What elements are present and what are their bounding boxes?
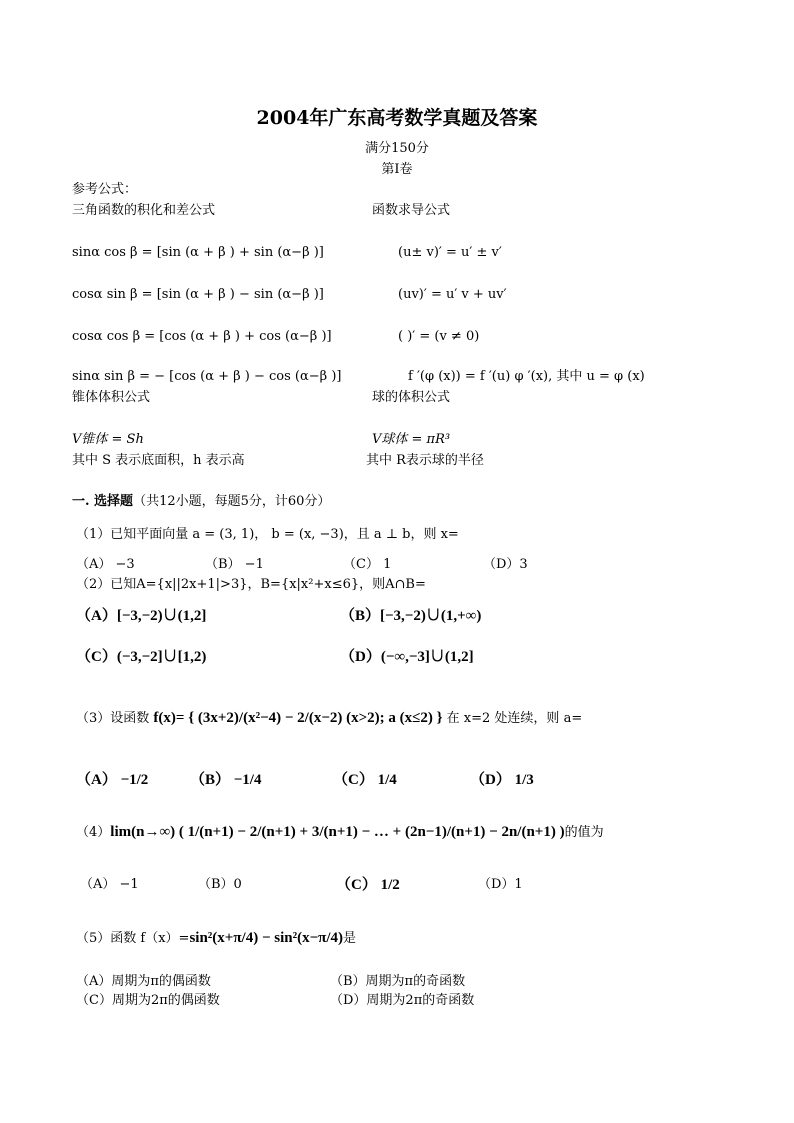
q5-stem-pre: （5）函数 f（x）= <box>76 931 190 946</box>
cone-note: 其中 S 表示底面积，h 表示高 <box>72 453 245 468</box>
formula-right: f ′(φ (x)) = f ′(u) φ ′(x), 其中 u = φ (x) <box>408 369 645 384</box>
q1-option: （C） 1 <box>343 557 392 572</box>
q2-stem: （2）已知A={x||2x+1|>3}，B={x|x²+x≤6}，则A∩B= <box>76 577 426 592</box>
q5-stem <box>76 930 356 947</box>
sphere-formula: V球体 = πR³ <box>372 432 451 447</box>
deriv-label: 函数求导公式 <box>372 203 451 218</box>
cone-formula: V锥体 = Sh <box>72 432 144 447</box>
q4-option: （D）1 <box>478 877 523 892</box>
formula-left: cosα sin β = [sin (α + β ) − sin (α−β )] <box>72 287 324 302</box>
q3-function: f(x)= { (3x+2)/(x²−4) − 2/(x−2) (x>2); a (x≤2) } <box>153 710 443 726</box>
sphere-label: 球的体积公式 <box>372 390 451 405</box>
q3-option: （A） −1/2 <box>76 772 149 788</box>
q1-option: （A） −3 <box>76 557 135 572</box>
q2-option: （A）[−3,−2)∪(1,2] <box>76 608 207 624</box>
q5-option: （A）周期为π的偶函数 <box>76 974 211 989</box>
q4-stem <box>76 824 604 841</box>
q5-stem-post: 是 <box>343 931 357 946</box>
q3-stem <box>76 710 582 727</box>
q4-option: （B）0 <box>198 877 242 892</box>
q1-option: （D）3 <box>483 557 528 572</box>
q1-option: （B） −1 <box>205 557 264 572</box>
formula-right: (u± v)′ = u′ ± v′ <box>398 245 502 260</box>
cone-label: 锥体体积公式 <box>72 390 151 405</box>
q3-stem-post: 在 x=2 处连续，则 a= <box>446 711 583 726</box>
volume-label: 第Ⅰ卷 <box>381 162 413 177</box>
formula-right: ( )′ = (v ≠ 0) <box>398 329 480 344</box>
formula-left: sinα sin β = − [cos (α + β ) − cos (α−β )] <box>72 369 342 384</box>
q3-option: （B） −1/4 <box>190 772 262 788</box>
doc-title: 2004年广东高考数学真题及答案 <box>256 107 538 129</box>
q5-option: （D）周期为2π的奇函数 <box>330 993 475 1008</box>
q4-option: （A） −1 <box>80 877 139 892</box>
q2-option: （B）[−3,−2)∪(1,+∞) <box>340 608 482 624</box>
q5-option: （C）周期为2π的偶函数 <box>76 993 220 1008</box>
q2-option: （D）(−∞,−3]∪(1,2] <box>340 649 474 665</box>
ref-label: 参考公式： <box>72 182 138 197</box>
q3-stem-pre: （3）设函数 <box>76 711 150 726</box>
section-heading <box>72 494 330 510</box>
formula-left: sinα cos β = [sin (α + β ) + sin (α−β )] <box>72 245 324 260</box>
trig-label: 三角函数的积化和差公式 <box>72 203 216 218</box>
q4-option: （C） 1/2 <box>336 877 400 893</box>
q3-option: （C） 1/4 <box>333 772 397 788</box>
q1-stem: （1）已知平面向量 a = (3, 1)， b = (x, −3)，且 a ⊥ b，则 x= <box>76 527 459 542</box>
section-note: （共12小题，每题5分，计60分） <box>133 494 331 509</box>
q2-option: （C）(−3,−2]∪[1,2) <box>76 649 207 665</box>
q5-function: sin²(x+π/4) − sin²(x−π/4) <box>189 930 344 946</box>
q3-option: （D） 1/3 <box>470 772 534 788</box>
formula-right: (uv)′ = u′ v + uv′ <box>398 287 507 302</box>
formula-left: cosα cos β = [cos (α + β ) + cos (α−β )] <box>72 329 332 344</box>
full-score: 满分150分 <box>365 141 429 156</box>
q4-stem-pre: （4） <box>76 825 111 840</box>
q4-stem-post: 的值为 <box>564 825 604 840</box>
sphere-note: 其中 R表示球的半径 <box>366 453 484 468</box>
q4-limit: lim(n→∞) ( 1/(n+1) − 2/(n+1) + 3/(n+1) − … + (2n−1)/(n+1) − 2n/(n+1) ) <box>110 824 565 840</box>
section-title: 一. 选择题 <box>72 494 134 509</box>
q5-option: （B）周期为π的奇函数 <box>330 974 466 989</box>
